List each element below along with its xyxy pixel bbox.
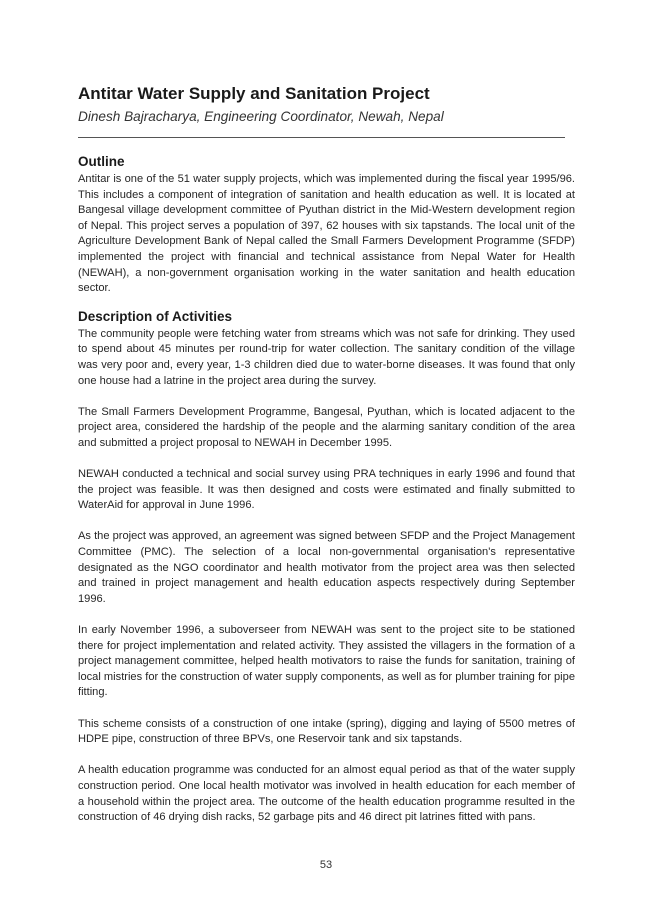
paragraph: NEWAH conducted a technical and social survey using PRA techniques in early 1996 and found that the project was feasible. It was then designed and costs were estimated and finally submitted to WaterAid for approval in June 1996. bbox=[78, 468, 575, 512]
section-outline bbox=[78, 154, 575, 297]
section-heading: Outline bbox=[78, 154, 125, 169]
paragraph: The community people were fetching water from streams which was not safe for drinking. They used to spend about 45 minutes per round-trip for water collection. The sanitary condition of the village was very poor and, every year, 1-3 children died due to water-borne diseases. It was found that only one house had a latrine in the project area during the survey. bbox=[78, 327, 575, 387]
paragraph: The Small Farmers Development Programme, Bangesal, Pyuthan, which is located adjacent to the project area, considered the hardship of the people and the alarming sanitary condition of the area and submitted a project proposal to NEWAH in December 1995. bbox=[78, 405, 575, 449]
paragraph: As the project was approved, an agreement was signed between SFDP and the Project Management Committee (PMC). The selection of a local non-governmental organisation's representative designated as the NGO coordinator and health motivator from the project area was then selected and trained in project management and health education aspects respectively during September 1996. bbox=[78, 530, 575, 605]
author-line: Dinesh Bajracharya, Engineering Coordinator, Newah, Nepal bbox=[78, 109, 444, 124]
title-divider bbox=[78, 137, 565, 138]
paragraph: This scheme consists of a construction of one intake (spring), digging and laying of 5500 metres of HDPE pipe, construction of three BPVs, one Reservoir tank and six tapstands. bbox=[78, 717, 575, 746]
section-description-of-activities bbox=[78, 309, 575, 826]
page-number: 53 bbox=[319, 859, 333, 871]
paragraph: Antitar is one of the 51 water supply projects, which was implemented during the fiscal year 1995/96. This includes a component of integration of sanitation and health education as well. It is located at Bangesal village development committee of Pyuthan district in the Mid-Western development region of Nepal. This project serves a population of 397, 62 houses with six tapstands. The local unit of the Agriculture Development Bank of Nepal called the Small Farmers Development Programme (SFDP) implemented the project with financial and technical assistance from Nepal Water for Health (NEWAH), a non-government organisation working in the water sanitation and health education sector. bbox=[78, 173, 575, 295]
document-page bbox=[78, 84, 575, 826]
section-heading: Description of Activities bbox=[78, 308, 233, 324]
paragraph: In early November 1996, a suboverseer from NEWAH was sent to the project site to be stationed there for project implementation and related activity. They assisted the villagers in the formation of a project management committee, helped health motivators to raise the funds for sanitation, training of local mistries for the construction of water supply components, as well as for plumber training for pipe fitting. bbox=[78, 624, 575, 699]
paragraph: A health education programme was conducted for an almost equal period as that of the water supply construction period. One local health motivator was involved in health education for each member of a household within the project area. The outcome of the health education programme resulted in the construction of 46 drying dish racks, 52 garbage pits and 46 direct pit latrines fitted with pans. bbox=[78, 764, 575, 824]
document-title: Antitar Water Supply and Sanitation Project bbox=[78, 84, 430, 103]
